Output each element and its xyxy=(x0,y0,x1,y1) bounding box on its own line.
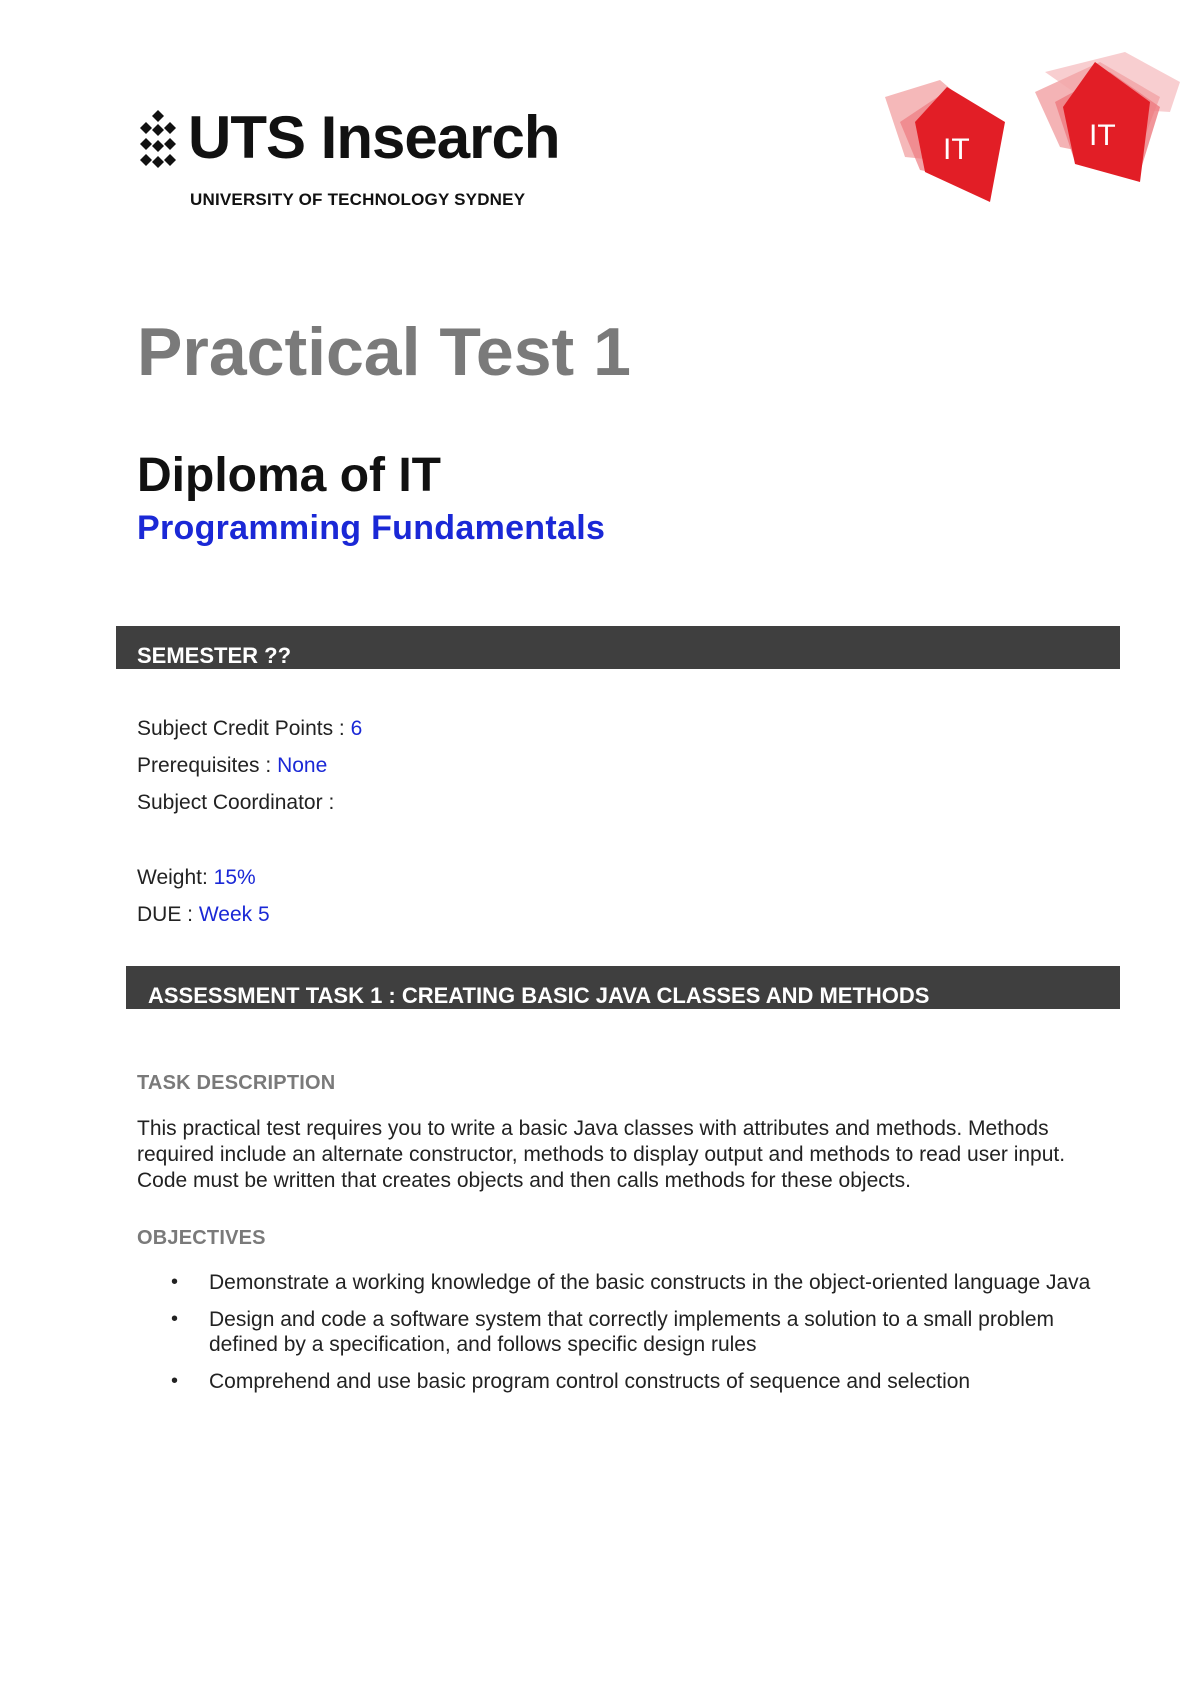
task-description-heading: TASK DESCRIPTION xyxy=(137,1072,336,1094)
it-badge-left-label: IT xyxy=(943,133,970,166)
weight-value: 15% xyxy=(213,866,256,889)
objectives-heading: OBJECTIVES xyxy=(137,1227,266,1249)
list-item xyxy=(137,1307,1117,1357)
it-badge-right xyxy=(1035,52,1180,182)
it-badge-right-label: IT xyxy=(1089,119,1116,152)
due-value: Week 5 xyxy=(198,903,270,926)
due-line xyxy=(137,903,270,927)
prerequisites-value: None xyxy=(277,754,328,777)
weight-line xyxy=(137,866,256,890)
uts-emblem-icon xyxy=(140,110,176,174)
prerequisites-line xyxy=(137,754,327,778)
task-description-text: This practical test requires you to write a basic Java classes with attributes and methods. Methods required include an alternate constructor, methods to display output and methods to read user input. Code must be written that creates objects and then calls methods for these objects. xyxy=(137,1117,1066,1192)
bullet-icon: • xyxy=(171,1271,179,1293)
due-label: DUE : xyxy=(137,903,199,926)
it-badges xyxy=(885,52,1200,212)
uts-insearch-logo xyxy=(140,104,560,209)
coordinator-label: Subject Coordinator : xyxy=(137,791,335,814)
bullet-icon: • xyxy=(171,1370,179,1392)
assessment-task-bar: ASSESSMENT TASK 1 : CREATING BASIC JAVA CLASSES AND METHODS xyxy=(126,966,1120,1009)
credit-points-value: 6 xyxy=(350,717,363,740)
objective-text: Design and code a software system that correctly implements a solution to a small problem defined by a specification, and follows specific design rules xyxy=(209,1308,1055,1356)
weight-label: Weight: xyxy=(137,866,214,889)
it-badge-left xyxy=(885,80,1005,202)
objective-text: Demonstrate a working knowledge of the basic constructs in the object-oriented language Java xyxy=(209,1271,1091,1294)
bullet-icon: • xyxy=(171,1308,179,1330)
credit-points-line xyxy=(137,717,362,741)
logo-name: UTS Insearch xyxy=(188,104,560,171)
coordinator-line xyxy=(137,791,334,815)
subject-title: Programming Fundamentals xyxy=(137,509,606,547)
page-title: Practical Test 1 xyxy=(137,314,631,390)
logo-subtitle: UNIVERSITY OF TECHNOLOGY SYDNEY xyxy=(190,190,526,209)
objective-text: Comprehend and use basic program control constructs of sequence and selection xyxy=(209,1370,971,1393)
objectives-list xyxy=(137,1270,1117,1406)
course-title: Diploma of IT xyxy=(137,449,441,502)
semester-bar: SEMESTER ?? xyxy=(116,626,1120,669)
list-item xyxy=(137,1270,1117,1295)
credit-points-label: Subject Credit Points : xyxy=(137,717,351,740)
list-item xyxy=(137,1369,1117,1394)
prerequisites-label: Prerequisites : xyxy=(137,754,278,777)
